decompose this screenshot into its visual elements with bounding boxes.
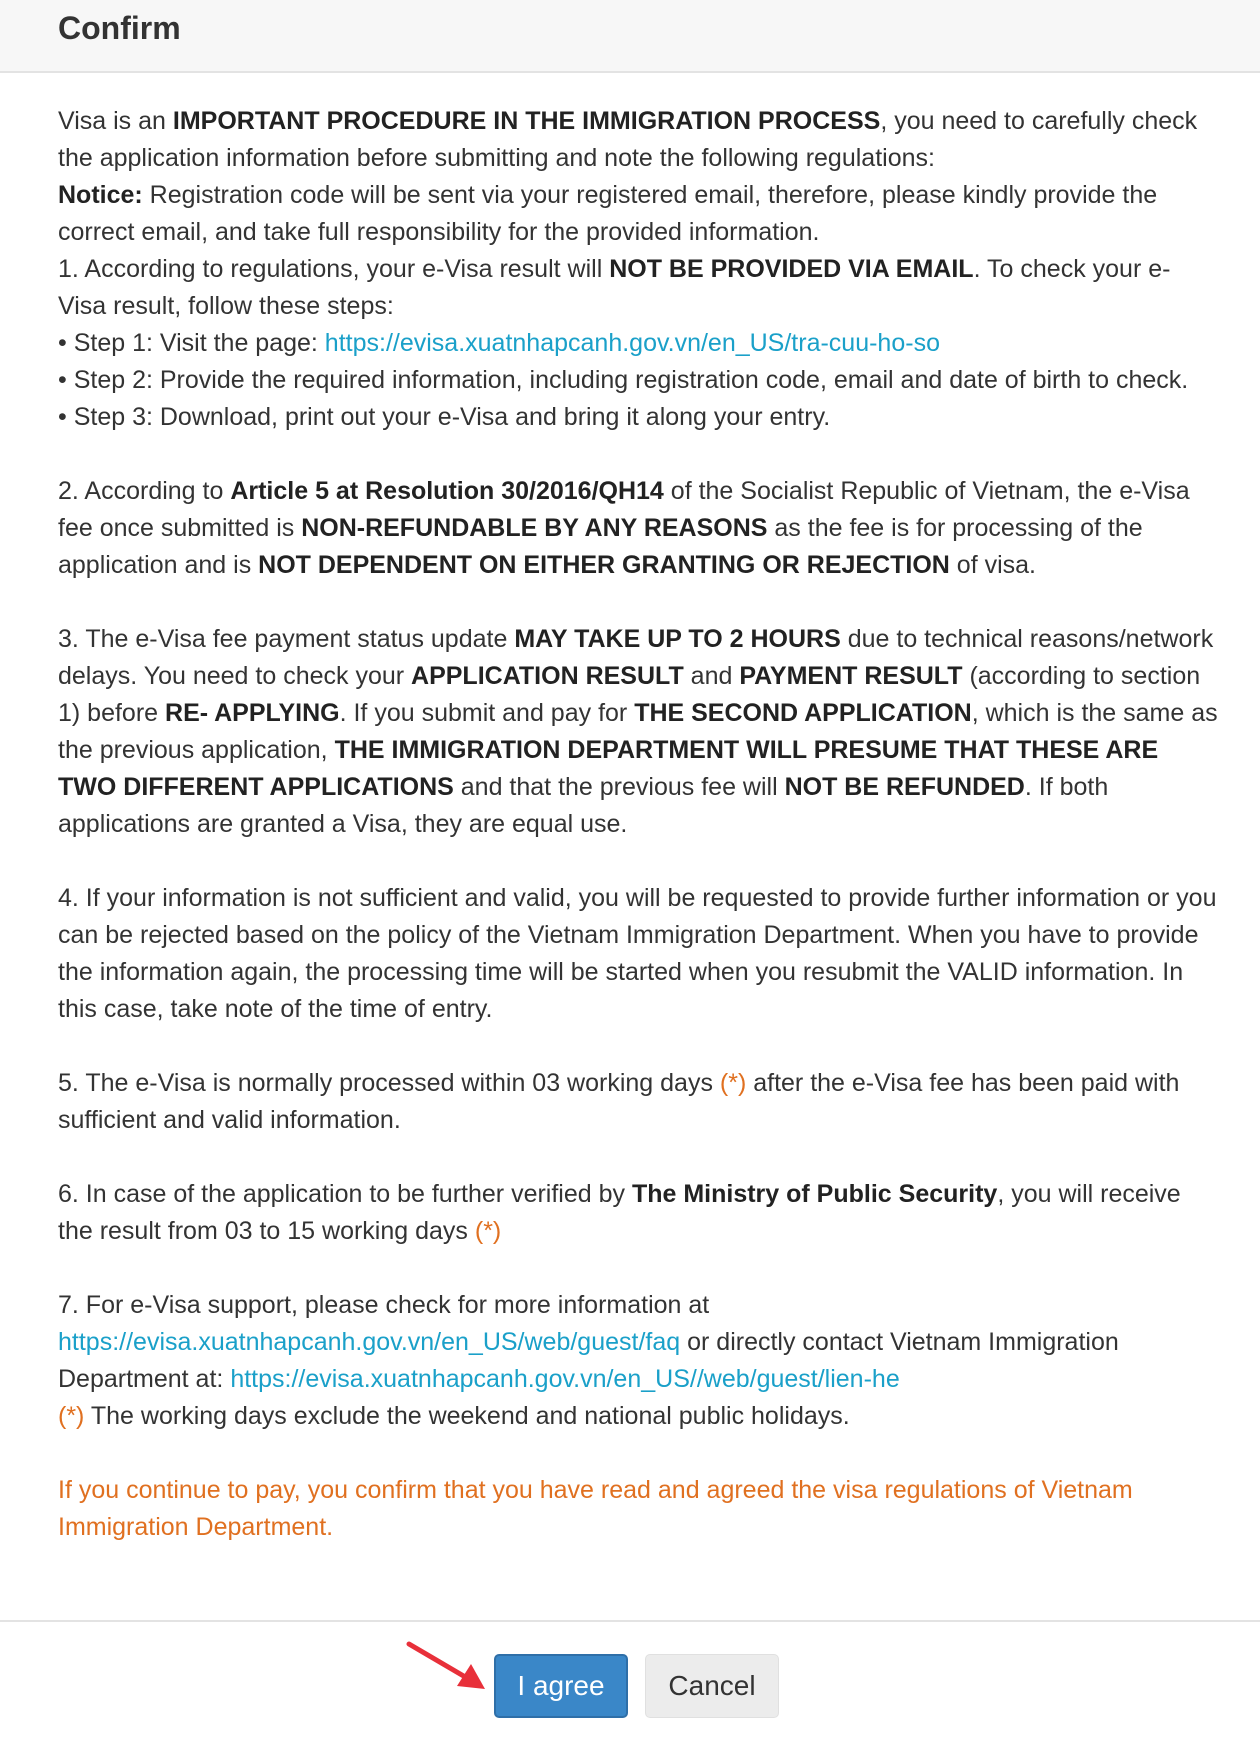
regulation-6 xyxy=(58,1176,1218,1250)
red-arrow-icon xyxy=(405,1640,491,1692)
lookup-link[interactable]: https://evisa.xuatnhapcanh.gov.vn/en_US/tra-cuu-ho-so xyxy=(324,329,940,357)
regulation-1-bold: NOT BE PROVIDED VIA EMAIL xyxy=(609,255,974,283)
notice-text: Registration code will be sent via your registered email, therefore, please kindly provide the correct email, and take full responsibility for the provided information. xyxy=(58,181,1158,246)
regulation-2-bold: Article 5 at Resolution 30/2016/QH14 xyxy=(230,477,664,505)
regulation-3-text: 3. The e-Visa fee payment status update xyxy=(58,625,515,653)
regulation-3-text-7: and that the previous fee will xyxy=(453,773,785,801)
cancel-button[interactable]: Cancel xyxy=(645,1654,779,1718)
regulation-2-bold-2: NON-REFUNDABLE BY ANY REASONS xyxy=(301,514,768,542)
regulation-3-bold-6: THE IMMIGRATION DEPARTMENT WILL PRESUME THAT THESE ARE TWO DIFFERENT APPLICATIONS xyxy=(58,736,1159,801)
regulation-3-bold: MAY TAKE UP TO 2 HOURS xyxy=(514,625,841,653)
regulation-3-bold-7: NOT BE REFUNDED xyxy=(784,773,1025,801)
intro-bold: IMPORTANT PROCEDURE IN THE IMMIGRATION PROCESS xyxy=(172,107,881,135)
asterisk-mark: (*) xyxy=(58,1402,85,1430)
regulation-3-text-3: and xyxy=(683,662,740,690)
step-2: • Step 2: Provide the required information, including registration code, email and date of birth to check. xyxy=(58,366,1189,394)
regulation-7 xyxy=(58,1287,1218,1398)
contact-link[interactable]: https://evisa.xuatnhapcanh.gov.vn/en_US//web/guest/lien-he xyxy=(230,1365,900,1393)
regulation-7-text-2: or directly contact Vietnam Immigration Department at: xyxy=(58,1328,1119,1393)
regulation-3-text-4: (according to section 1) before xyxy=(58,662,1201,727)
regulation-6-text-2: , you will receive the result from 03 to 15 working days xyxy=(58,1180,1181,1245)
regulation-5-text: 5. The e-Visa is normally processed within 03 working days xyxy=(58,1069,720,1097)
regulation-3-bold-2: APPLICATION RESULT xyxy=(411,662,684,690)
regulation-4: 4. If your information is not sufficient and valid, you will be requested to provide further information or you can be rejected based on the policy of the Vietnam Immigration Department. When you have to provide the information again, the processing time will be started when you resubmit the VALID information. In this case, take note of the time of entry. xyxy=(58,884,1217,1023)
regulation-6-text: 6. In case of the application to be further verified by xyxy=(58,1180,632,1208)
regulation-2-text: 2. According to xyxy=(58,477,231,505)
regulation-1-text-2: . To check your e-Visa result, follow these steps: xyxy=(58,255,1171,320)
step-3: • Step 3: Download, print out your e-Visa and bring it along your entry. xyxy=(58,403,831,431)
asterisk-mark: (*) xyxy=(719,1069,747,1097)
regulation-3-bold-4: RE- APPLYING xyxy=(165,699,340,727)
regulation-3-text-6: , which is the same as the previous application, xyxy=(58,699,1218,764)
regulation-3-text-2: due to technical reasons/network delays. You need to check your xyxy=(58,625,1214,690)
regulation-3-bold-5: THE SECOND APPLICATION xyxy=(634,699,972,727)
dialog-body xyxy=(58,103,1218,1546)
dialog-title: Confirm xyxy=(58,10,181,46)
faq-link[interactable]: https://evisa.xuatnhapcanh.gov.vn/en_US/web/guest/faq xyxy=(58,1328,681,1356)
agreement-warning: If you continue to pay, you confirm that you have read and agreed the visa regulations of Vietnam Immigration Department. xyxy=(58,1476,1133,1541)
regulation-5 xyxy=(58,1065,1218,1139)
regulation-2-text-3: as the fee is for processing of the application and is xyxy=(58,514,1143,579)
regulation-2-bold-3: NOT DEPENDENT ON EITHER GRANTING OR REJECTION xyxy=(258,551,950,579)
intro-text: Visa is an xyxy=(58,107,173,135)
agree-button[interactable]: I agree xyxy=(494,1654,628,1718)
footnote-text: The working days exclude the weekend and national public holidays. xyxy=(84,1402,850,1430)
regulation-2 xyxy=(58,473,1218,584)
regulation-1 xyxy=(58,251,1218,325)
notice-paragraph xyxy=(58,177,1218,251)
regulation-3-bold-3: PAYMENT RESULT xyxy=(739,662,963,690)
regulation-3 xyxy=(58,621,1218,843)
notice-label: Notice: xyxy=(58,181,143,209)
regulation-2-text-2: of the Socialist Republic of Vietnam, the e-Visa fee once submitted is xyxy=(58,477,1190,542)
dialog-footer xyxy=(0,1620,1260,1740)
intro-paragraph xyxy=(58,103,1218,177)
regulation-1-text: 1. According to regulations, your e-Visa result will xyxy=(58,255,610,283)
regulation-5-text-2: after the e-Visa fee has been paid with sufficient and valid information. xyxy=(58,1069,1180,1134)
step-1-text: • Step 1: Visit the page: xyxy=(58,329,325,357)
regulation-3-text-5: . If you submit and pay for xyxy=(339,699,635,727)
asterisk-mark: (*) xyxy=(474,1217,502,1245)
step-1 xyxy=(58,325,1218,362)
regulation-6-bold: The Ministry of Public Security xyxy=(631,1180,998,1208)
intro-text-2: , you need to carefully check the application information before submitting and note the following regulations: xyxy=(58,107,1198,172)
regulation-7-text: 7. For e-Visa support, please check for more information at xyxy=(58,1291,710,1319)
footnote xyxy=(58,1398,1218,1435)
dialog-header xyxy=(0,0,1260,73)
regulation-3-text-8: . If both applications are granted a Visa, they are equal use. xyxy=(58,773,1109,838)
regulation-2-text-4: of visa. xyxy=(949,551,1037,579)
